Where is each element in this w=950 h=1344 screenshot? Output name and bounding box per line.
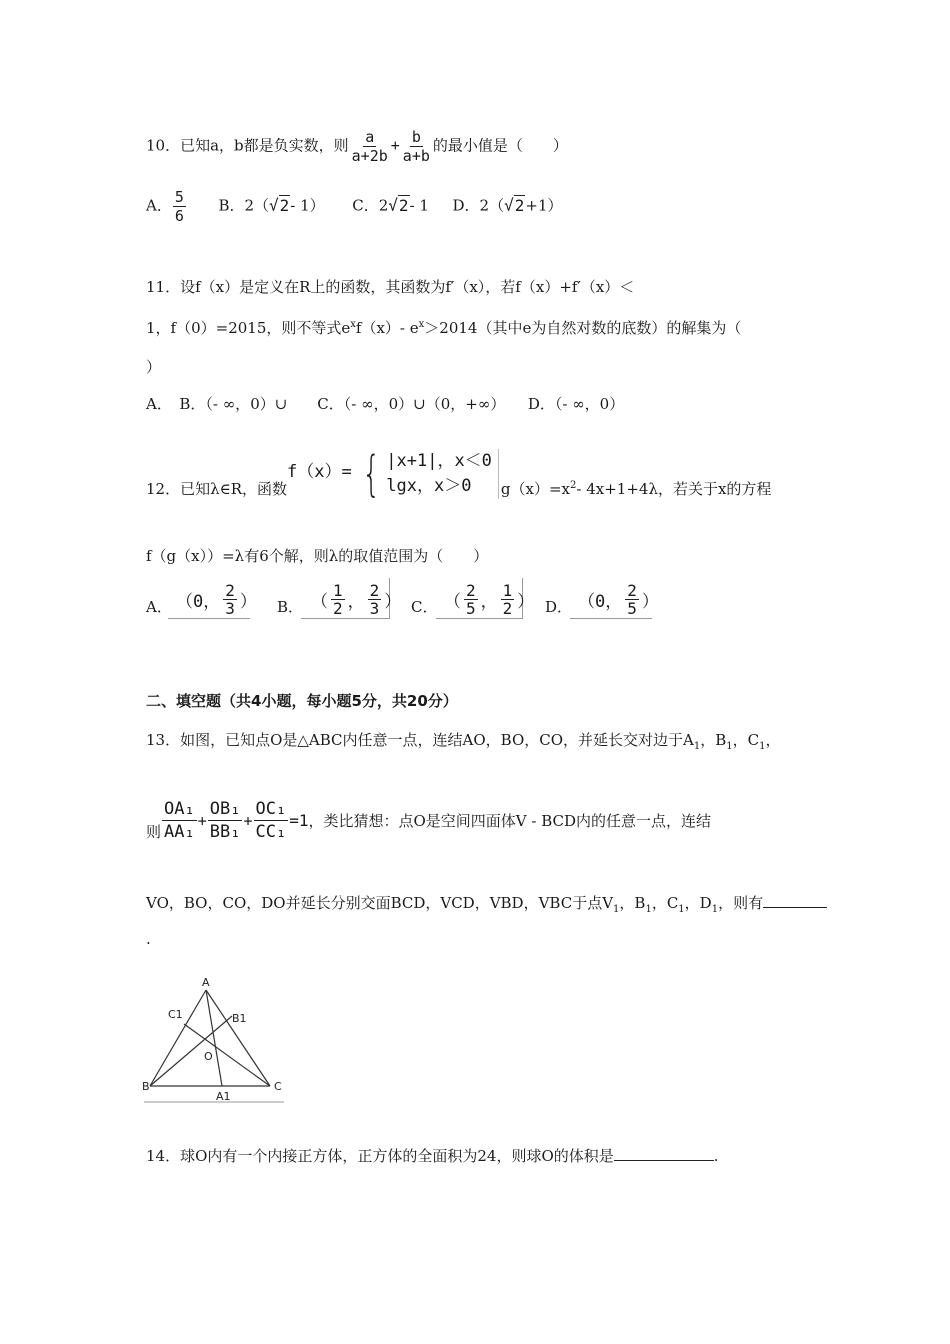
q12-line-2: f（g（x））=λ有6个解，则λ的取值范围为（ ） (146, 547, 489, 565)
q10-option-a-value: $\frac{5}{6}$ (174, 188, 184, 225)
q12-option-d-label: D． (545, 598, 573, 616)
q11-line-1: 11．设f（x）是定义在R上的函数，其函数为f′（x），若f（x）+f′（x）＜ (146, 278, 635, 296)
q12-option-a: （0， $\frac{2}{3}$ ） (168, 578, 250, 619)
label-c: C (274, 1080, 282, 1093)
q12-option-d: （0， $\frac{2}{5}$ ） (570, 578, 652, 619)
q12-prefix: 12．已知λ∈R，函数 (146, 480, 287, 498)
q13-answer-blank[interactable] (763, 893, 827, 908)
q13-line-3: VO，BO，CO，DO并延长分别交面BCD，VCD，VBD，VBC于点$V_1$，$B_1$，$C_1$，$D_1$，则有 (146, 892, 827, 915)
q10-option-a-label: A． (146, 196, 172, 215)
section-heading: 二、填空题（共4小题，每小题5分，共20分） (146, 692, 458, 710)
q10-options: A． $\frac{5}{6}$ B．2（√2- 1） C．2√2- 1 D．2（√2+1） (146, 188, 563, 225)
q10-option-b-label: B．2（ (218, 196, 270, 215)
label-o: O (204, 1050, 213, 1063)
q10-option-d-label: D．2（ (452, 196, 505, 215)
q10-prefix: 10．已知a，b都是负实数，则 (146, 136, 349, 155)
q10-fraction-1: $\frac{a}{a+2b}$ (351, 128, 388, 165)
label-a: A (202, 976, 210, 989)
q13-fraction-oc: $\frac{\text{OC₁}}{\text{CC₁}}$ (255, 799, 287, 842)
label-a1: A1 (216, 1090, 231, 1103)
q11-line-3: ） (146, 358, 162, 376)
q13-line-1: 13．如图，已知点O是△ABC内任意一点，连结AO，BO，CO，并延长交对边于$A_1$，$B_1$，$C_1$， (146, 731, 781, 752)
q12-piecewise (356, 445, 499, 502)
q11-line-2: 1，f（0）=2015，则不等式$e^xf(x)-$ $e^x>2014$（其中e为自然对数的底数）的解集为（ (146, 319, 742, 337)
q12-case-2: lgx，x＞0 (386, 475, 472, 496)
q12-case-1: |x+1|，x＜0 (386, 450, 492, 471)
q12-option-a-label: A． (146, 598, 172, 616)
q14-stem: 14．球O内有一个内接正方体，正方体的全面积为24，则球O的体积是 . (146, 1147, 719, 1165)
q13-fraction-ob: $\frac{\text{OB₁}}{\text{BB₁}}$ (209, 799, 241, 842)
label-b: B (142, 1080, 150, 1093)
q10-option-d-sqrt: √2 (504, 195, 525, 215)
q12-option-b-label: B． (277, 598, 304, 616)
left-brace-icon: { (361, 445, 381, 502)
q10-suffix: 的最小值是（ ） (432, 136, 568, 155)
q13-line-2: 则 $\frac{\text{OA₁}}{\text{AA₁}}$ + $\frac{\text{OB₁}}{\text{BB₁}}$ + $\frac{\text{OC₁}}{\text{CC₁}}$ =1 ，类比猜想：点O是空间四面体V - BCD内的任意一点，连结 (146, 799, 712, 842)
q12-option-c: （ $\frac{2}{5}$ ， $\frac{1}{2}$ ） (436, 578, 523, 619)
triangle-figure (140, 972, 290, 1107)
q10-option-c-label: C．2 (352, 196, 389, 215)
q12-stem (146, 445, 772, 502)
q11-options: A． B．（- ∞，0）∪ C．（- ∞，0）∪（0，+∞） D．（- ∞，0） (146, 395, 625, 413)
q12-option-b: （ $\frac{1}{2}$ ， $\frac{2}{3}$ ） (301, 578, 390, 619)
q12-g: $g(x)=x^2-$ 4x+1+4λ，若关于x的方程 (500, 480, 772, 498)
q12-fx: f（x）= (287, 462, 352, 482)
q10-option-b-sqrt: √2 (269, 195, 290, 215)
q13-line-4: . (146, 930, 151, 948)
label-c1: C1 (168, 1008, 183, 1021)
q10-option-c-sqrt: √2 (388, 195, 409, 215)
q13-fraction-oa: $\frac{\text{OA₁}}{\text{AA₁}}$ (164, 799, 195, 842)
q10-stem: 10．已知a，b都是负实数，则 $\frac{a}{a+2b}$ + $\frac{b}{a+b}$ 的最小值是（ ） (146, 128, 568, 165)
q12-option-c-label: C． (411, 598, 438, 616)
q10-fraction-2: $\frac{b}{a+b}$ (402, 128, 430, 165)
label-b1: B1 (232, 1012, 247, 1025)
q14-answer-blank[interactable] (614, 1146, 714, 1161)
